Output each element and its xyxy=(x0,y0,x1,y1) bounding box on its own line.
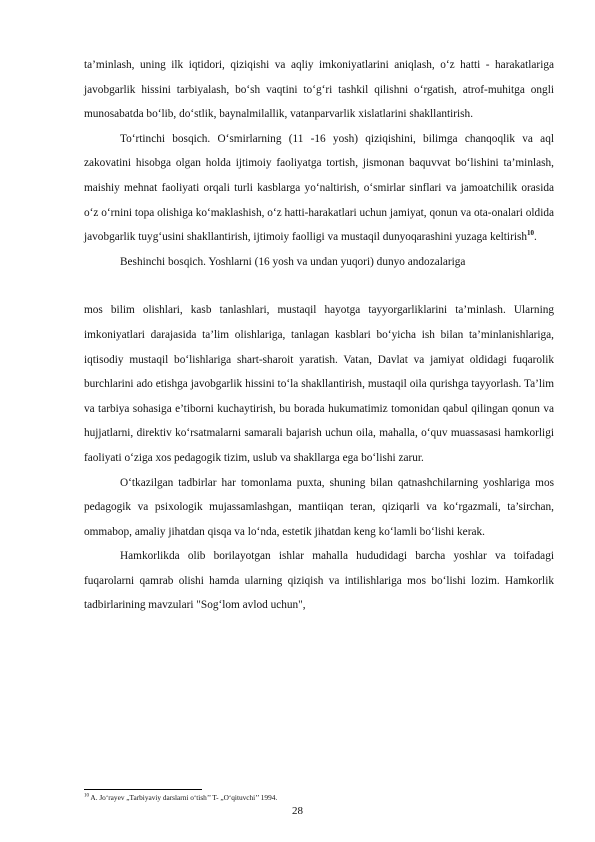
footnote xyxy=(84,793,277,802)
blank-line xyxy=(84,274,554,298)
footnote-reference: 10 xyxy=(527,229,535,238)
paragraph-1: ta’minlash, uning ilk iqtidori, qiziqishi va aqliy imkoniyatlarini aniqlash, o‘z hatti - harakatlariga javobgarlik hissini tarbiyalash, bo‘sh vaqtini to‘g‘ri tashkil qilishni o‘rgatish, atrof-muhitga ongli munosabatda bo‘lib, do‘stlik, baynalmilallik, vatanparvarlik xislatlarini shakllantirish. xyxy=(84,59,554,121)
paragraph-5: O‘tkazilgan tadbirlar har tomonlama puxta, shuning bilan qatnashchilarning yoshlariga mos pedagogik va psixologik mujassamlashgan, mantiiqan teran, qiziqarli va ko‘rgazmali, ta’sirchan, ommabop, amaliy jihatdan qisqa va lo‘nda, estetik jihatdan keng ko‘lamli bo‘lishi kerak. xyxy=(84,476,554,538)
paragraph-2 xyxy=(84,127,554,250)
footnote-text: A. Jo‘rayev „Tarbiyaviy darslarni o‘tish’’ T- „O‘qituvchi’’ 1994. xyxy=(89,793,278,802)
paragraph-6: Hamkorlikda olib borilayotgan ishlar mahalla hududidagi barcha yoshlar va toifadagi fuqarolarni qamrab olishi hamda ularning qiziqish va intilishlariga mos bo‘lishi lozim. Hamkorlik tadbirlarining mavzulari "Sog‘lom avlod uchun", xyxy=(84,550,554,612)
page-body xyxy=(84,53,554,618)
footnote-number: 10 xyxy=(84,793,89,799)
paragraph-3: Beshinchi bosqich. Yoshlarni (16 yosh va undan yuqori) dunyo andozalariga xyxy=(120,255,466,268)
paragraph-4: mos bilim olishlari, kasb tanlashlari, mustaqil hayotga tayyorgarliklarini ta’minlash. Ularning imkoniyatlari darajasida ta’lim olishlariga, tanlagan kasblari bo‘yicha ish bilan ta’minlanishlariga, iqtisodiy mustaqil bo‘lishlariga shart-sharoit yaratish. Vatan, Davlat va jamiyat oldidagi fuqarolik burchlarini ado etishga javobgarlik hissini to‘la shakllantirish, mustaqil oila qurishga tayyorlash. Ta’lim va tarbiya sohasiga e’tiborni kuchaytirish, bu borada hukumatimiz tomonidan qabul qilingan qonun va hujjatlarni, direktiv ko‘rsatmalarni samarali bajarish uchun oila, mahalla, o‘quv muassasasi hamkorligi faoliyati o‘ziga xos pedagogik tizim, uslub va shakllarga ega bo‘lishi zarur. xyxy=(84,304,554,464)
footnote-divider xyxy=(84,789,202,790)
page-number: 28 xyxy=(292,805,303,817)
paragraph-2-text: To‘rtinchi bosqich. O‘smirlarning (11 -16 yosh) qiziqishini, bilimga chanqoqlik va aql zakovatini hisobga olgan holda ijtimoiy faoliyatga tortish, jismonan baquvvat bo‘lishini ta’minlash, maishiy mehnat faoliyati orqali turli kasblarga yo‘naltirish, o‘smirlar sinflari va jamoatchilik orasida o‘z o‘rnini topa olishiga ko‘maklashish, o‘z hatti-harakatlari uchun jamiyat, qonun va ota-onalari oldida javobgarlik tuyg‘usini shakllantirish, ijtimoiy faolligi va mustaqil dunyoqarashini yuzaga keltirish xyxy=(84,132,554,244)
paragraph-2-end: . xyxy=(534,231,537,244)
